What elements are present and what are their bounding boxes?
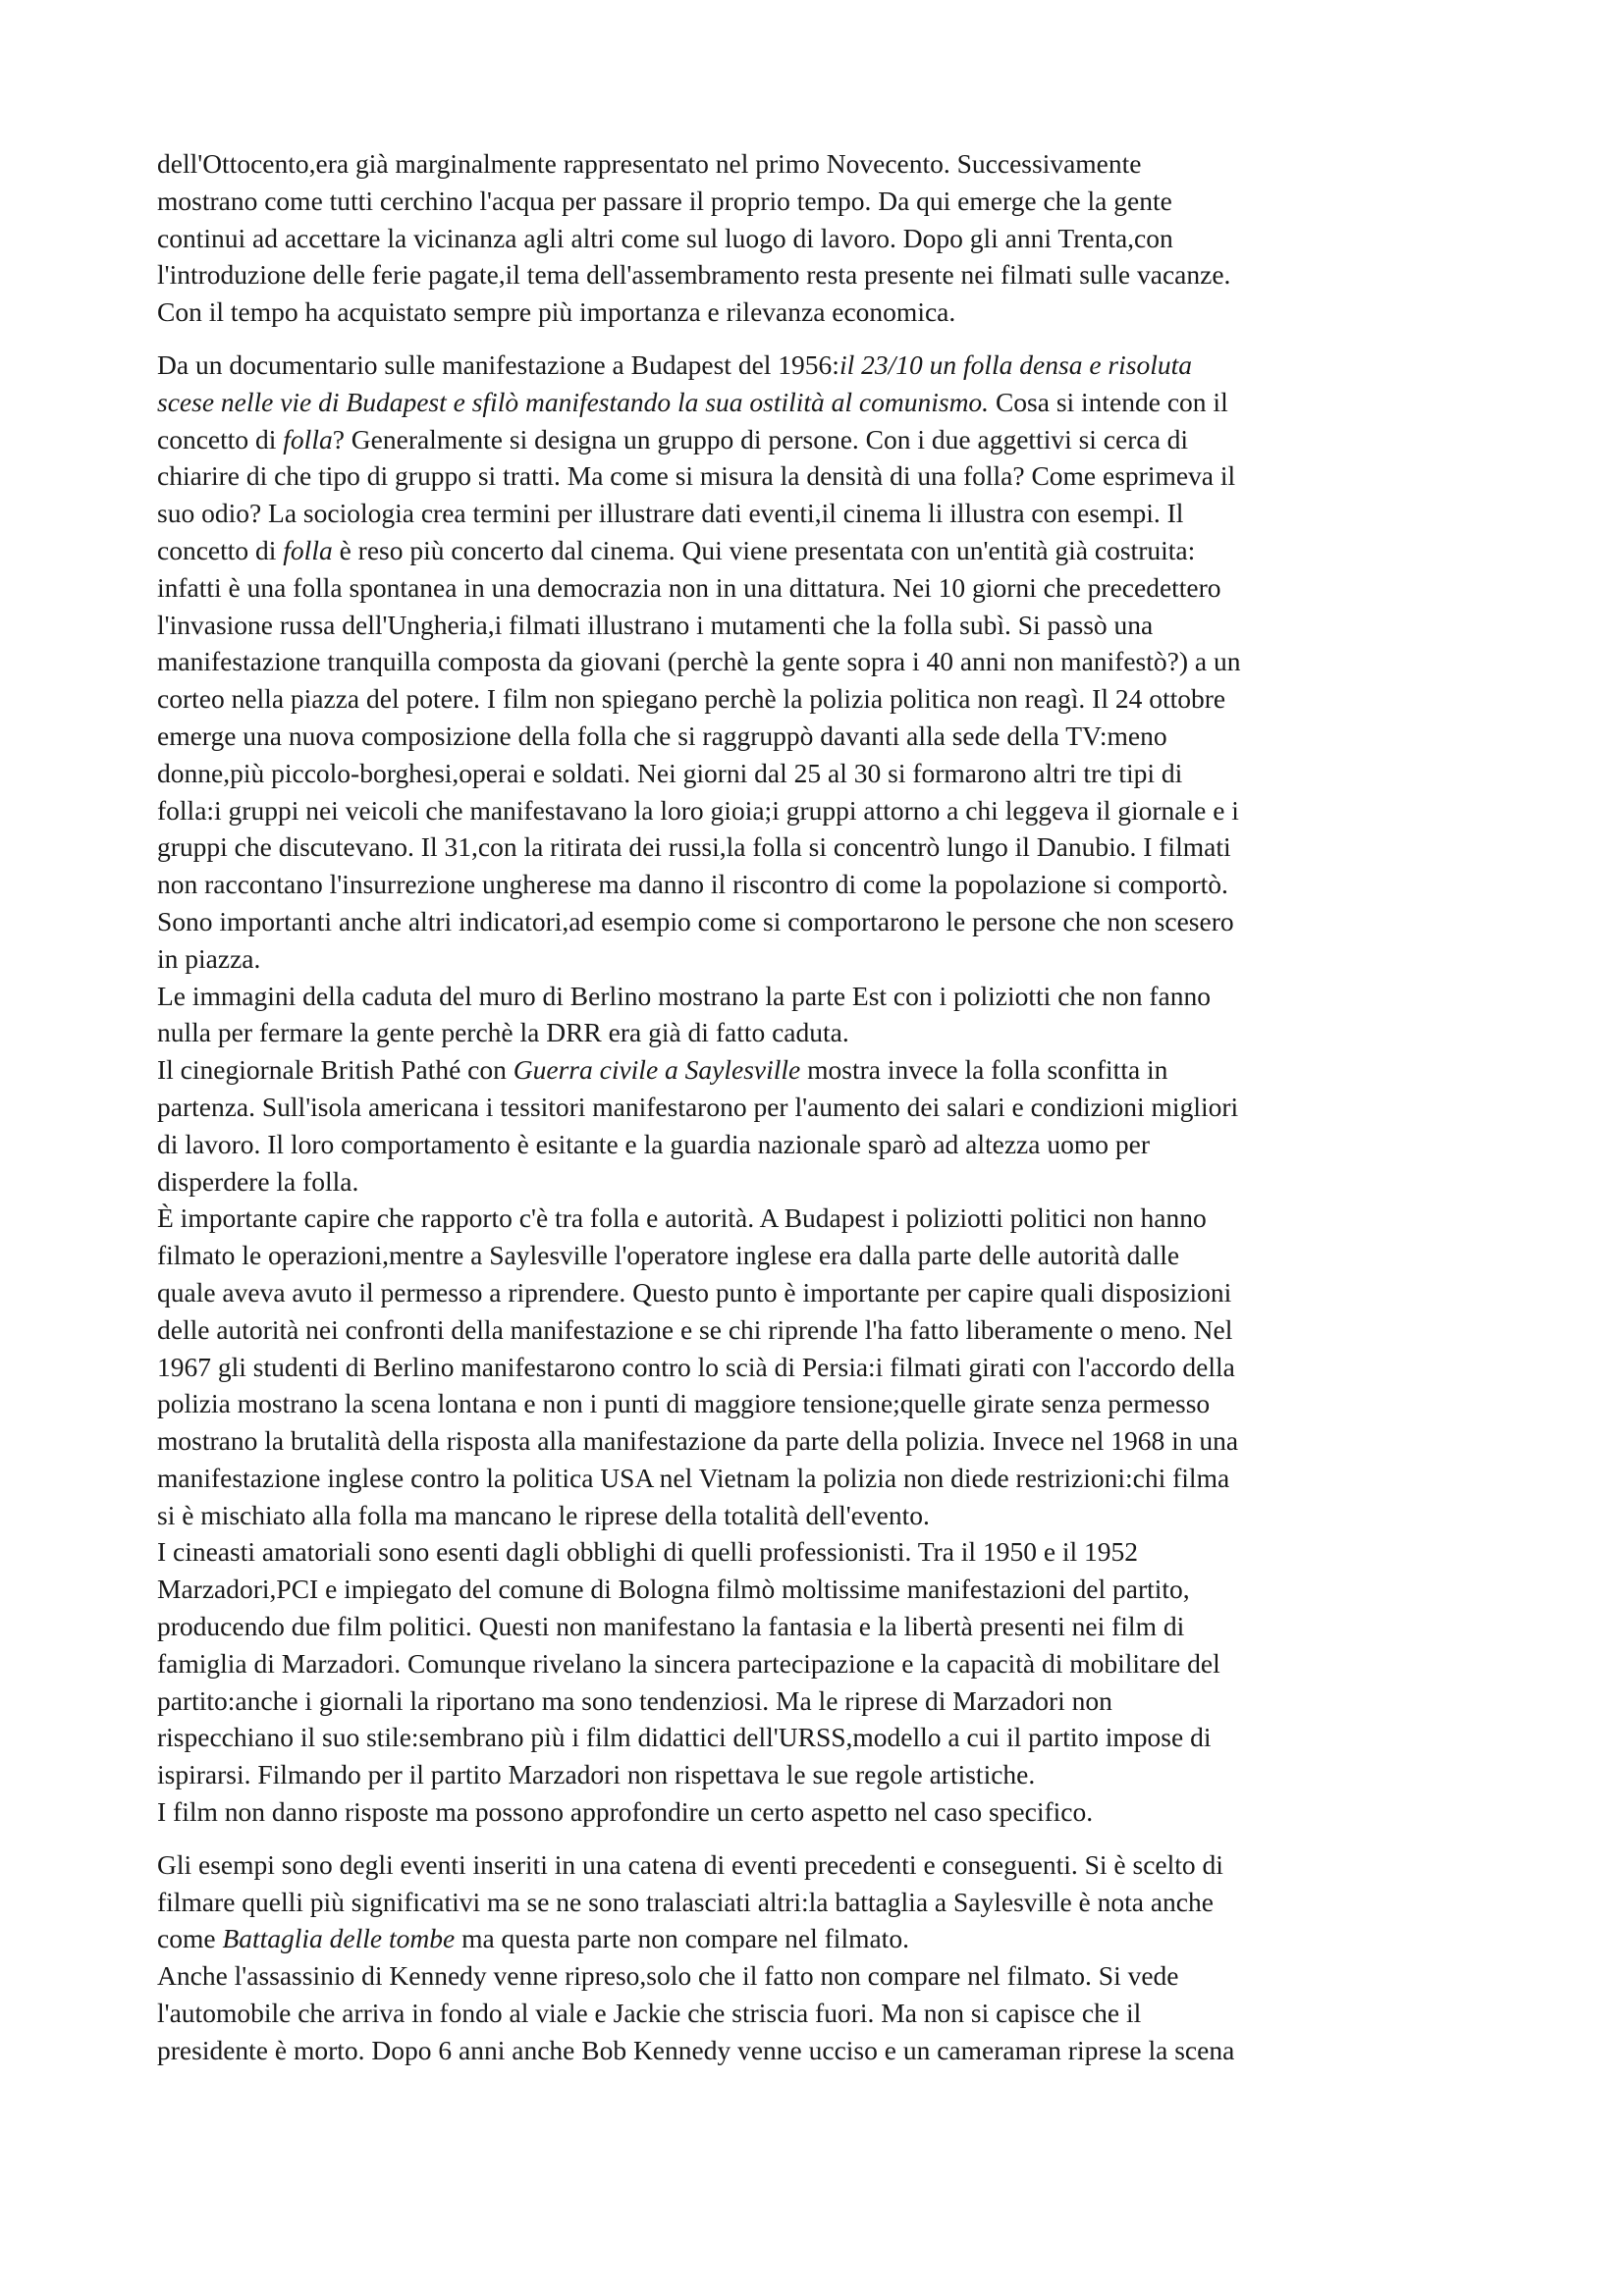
- text-run: filmato le operazioni,mentre a Saylesville l'operatore inglese era dalla parte delle autorità dalle: [157, 1240, 1180, 1271]
- text-line: [157, 569, 1473, 607]
- text-run: Con il tempo ha acquistato sempre più importanza e rilevanza economica.: [157, 296, 956, 328]
- text-line: [157, 1608, 1473, 1645]
- text-line: [157, 1645, 1473, 1682]
- text-run: è reso più concerto dal cinema. Qui viene presentata con un'entità già costruita:: [332, 534, 1196, 565]
- text-line: [157, 903, 1473, 940]
- italic-text: scese nelle vie di Budapest e sfilò manifestando la sua ostilità al comunismo.: [157, 386, 990, 417]
- text-line: [157, 1793, 1473, 1831]
- text-line: [157, 1846, 1473, 1884]
- text-run: mostrano la brutalità della risposta alla manifestazione da parte della polizia. Invece nel 1968 in una: [157, 1425, 1239, 1457]
- text-run: quale aveva avuto il permesso a riprendere. Questo punto è importante per capire quali disposizioni: [157, 1276, 1232, 1308]
- text-line: [157, 1163, 1473, 1201]
- text-run: chiarire di che tipo di gruppo si tratti. Ma come si misura la densità di una folla? Come esprimeva il: [157, 460, 1236, 492]
- text-run: corteo nella piazza del potere. I film non spiegano perchè la polizia politica non reagì. Il 24 ottobre: [157, 683, 1226, 715]
- text-line: [157, 347, 1473, 384]
- text-line: [157, 1957, 1473, 1995]
- text-run: l'automobile che arriva in fondo al viale e Jackie che striscia fuori. Ma non si capisce che il: [157, 1998, 1142, 2029]
- text-run: suo odio? La sociologia crea termini per illustrare dati eventi,il cinema li illustra con esempi. Il: [157, 498, 1184, 529]
- text-line: [157, 1884, 1473, 1921]
- text-line: [157, 1497, 1473, 1534]
- text-line: [157, 978, 1473, 1015]
- text-run: continui ad accettare la vicinanza agli altri come sul luogo di lavoro. Dopo gli anni Trenta,con: [157, 222, 1173, 253]
- text-run: rispecchiano il suo stile:sembrano più i film didattici dell'URSS,modello a cui il partito impose di: [157, 1722, 1212, 1753]
- text-run: Marzadori,PCI e impiegato del comune di Bologna filmò moltissime manifestazioni del partito,: [157, 1574, 1190, 1605]
- paragraph: [157, 145, 1473, 331]
- text-run: emerge una nuova composizione della folla che si raggruppò davanti alla sede della TV:meno: [157, 720, 1167, 751]
- text-run: 1967 gli studenti di Berlino manifestarono contro lo scià di Persia:i filmati girati con l'accordo della: [157, 1351, 1235, 1382]
- text-line: [157, 755, 1473, 792]
- text-run: Sono importanti anche altri indicatori,ad esempio come si comportarono le persone che non scesero: [157, 905, 1234, 936]
- text-run: infatti è una folla spontanea in una democrazia non in una dittatura. Nei 10 giorni che precedettero: [157, 571, 1221, 603]
- text-line: [157, 1682, 1473, 1720]
- text-run: in piazza.: [157, 942, 261, 974]
- text-line: [157, 1460, 1473, 1497]
- text-line: [157, 294, 1473, 331]
- text-line: [157, 828, 1473, 866]
- text-line: [157, 1756, 1473, 1793]
- italic-text: Battaglia delle tombe: [222, 1923, 456, 1954]
- text-line: [157, 1349, 1473, 1386]
- text-run: filmare quelli più significativi ma se ne sono tralasciati altri:la battaglia a Saylesville è nota anche: [157, 1886, 1214, 1917]
- text-run: l'introduzione delle ferie pagate,il tema dell'assembramento resta presente nei filmati sulle vacanze.: [157, 259, 1231, 291]
- text-line: [157, 2032, 1473, 2069]
- text-run: di lavoro. Il loro comportamento è esitante e la guardia nazionale sparò ad altezza uomo per: [157, 1128, 1150, 1159]
- text-line: [157, 792, 1473, 829]
- text-run: delle autorità nei confronti della manifestazione e se chi riprende l'ha fatto liberamente o meno. Nel: [157, 1313, 1233, 1345]
- text-line: [157, 495, 1473, 532]
- text-run: mostrano come tutti cerchino l'acqua per passare il proprio tempo. Da qui emerge che la gente: [157, 185, 1172, 216]
- text-line: [157, 1311, 1473, 1349]
- text-line: [157, 866, 1473, 903]
- text-run: ma questa parte non compare nel filmato.: [455, 1923, 909, 1954]
- italic-text: folla: [283, 423, 333, 454]
- text-run: folla:i gruppi nei veicoli che manifestavano la loro gioia;i gruppi attorno a chi leggeva il giornale e i: [157, 794, 1239, 826]
- text-run: polizia mostrano la scena lontana e non i punti di maggiore tensione;quelle girate senza permesso: [157, 1388, 1211, 1419]
- text-run: l'invasione russa dell'Ungheria,i filmati illustrano i mutamenti che la folla subì. Si passò una: [157, 609, 1154, 640]
- text-run: Anche l'assassinio di Kennedy venne ripreso,solo che il fatto non compare nel filmato. Si vede: [157, 1960, 1179, 1992]
- text-line: [157, 1422, 1473, 1460]
- text-line: [157, 1533, 1473, 1571]
- italic-text: folla: [283, 534, 333, 565]
- text-run: I film non danno risposte ma possono approfondire un certo aspetto nel caso specifico.: [157, 1796, 1094, 1828]
- text-line: [157, 532, 1473, 569]
- text-line: [157, 384, 1473, 421]
- text-run: I cineasti amatoriali sono esenti dagli obblighi di quelli professionisti. Tra il 1950 e il 1952: [157, 1536, 1139, 1568]
- text-run: gruppi che discutevano. Il 31,con la ritirata dei russi,la folla si concentrò lungo il Danubio. I filmati: [157, 831, 1231, 863]
- text-run: Da un documentario sulle manifestazione a Budapest del 1956:: [157, 348, 839, 380]
- text-line: [157, 256, 1473, 294]
- text-run: famiglia di Marzadori. Comunque rivelano la sincera partecipazione e la capacità di mobilitare del: [157, 1647, 1220, 1679]
- text-line: [157, 607, 1473, 644]
- text-run: partito:anche i giornali la riportano ma sono tendenziosi. Ma le riprese di Marzadori non: [157, 1684, 1112, 1716]
- text-run: mostra invece la folla sconfitta in: [800, 1054, 1168, 1086]
- document-page: [157, 145, 1473, 2069]
- paragraph: [157, 347, 1473, 1831]
- text-line: [157, 1089, 1473, 1126]
- text-line: [157, 680, 1473, 718]
- text-line: [157, 1014, 1473, 1051]
- text-run: partenza. Sull'isola americana i tessitori manifestarono per l'aumento dei salari e condizioni migliori: [157, 1091, 1239, 1122]
- text-line: [157, 1237, 1473, 1274]
- text-line: [157, 1995, 1473, 2032]
- text-run: non raccontano l'insurrezione ungherese ma danno il riscontro di come la popolazione si comportò.: [157, 869, 1228, 900]
- text-line: [157, 718, 1473, 755]
- text-run: concetto di: [157, 534, 284, 565]
- text-run: dell'Ottocento,era già marginalmente rappresentato nel primo Novecento. Successivamente: [157, 148, 1142, 179]
- text-run: Cosa si intende con il: [989, 386, 1228, 417]
- italic-text: il 23/10 un folla densa e risoluta: [839, 348, 1192, 380]
- text-run: presidente è morto. Dopo 6 anni anche Bob Kennedy venne ucciso e un cameraman riprese la scena: [157, 2034, 1235, 2065]
- text-run: manifestazione tranquilla composta da giovani (perchè la gente sopra i 40 anni non manifestò?) a un: [157, 646, 1241, 677]
- text-run: manifestazione inglese contro la politica USA nel Vietnam la polizia non diede restrizioni:chi filma: [157, 1462, 1230, 1493]
- text-line: [157, 643, 1473, 680]
- text-run: ? Generalmente si designa un gruppo di persone. Con i due aggettivi si cerca di: [332, 423, 1189, 454]
- text-line: [157, 457, 1473, 495]
- text-line: [157, 1051, 1473, 1089]
- text-line: [157, 183, 1473, 220]
- text-run: Gli esempi sono degli eventi inseriti in una catena di eventi precedenti e conseguenti. Si è scelto di: [157, 1848, 1223, 1880]
- text-run: producendo due film politici. Questi non manifestano la fantasia e la libertà presenti nei film di: [157, 1611, 1185, 1642]
- text-line: [157, 1126, 1473, 1163]
- text-line: [157, 145, 1473, 183]
- text-run: disperdere la folla.: [157, 1165, 359, 1197]
- text-line: [157, 1571, 1473, 1608]
- italic-text: Guerra civile a Saylesville: [513, 1054, 801, 1086]
- text-run: Il cinegiornale British Pathé con: [157, 1054, 514, 1086]
- text-line: [157, 421, 1473, 458]
- text-run: si è mischiato alla folla ma mancano le riprese della totalità dell'evento.: [157, 1499, 930, 1530]
- text-run: come: [157, 1923, 223, 1954]
- text-line: [157, 940, 1473, 978]
- text-line: [157, 1385, 1473, 1422]
- text-run: ispirarsi. Filmando per il partito Marzadori non rispettava le sue regole artistiche.: [157, 1759, 1036, 1790]
- paragraph: [157, 1846, 1473, 2069]
- text-line: [157, 220, 1473, 257]
- text-run: È importante capire che rapporto c'è tra folla e autorità. A Budapest i poliziotti politici non hanno: [157, 1202, 1207, 1234]
- text-run: Le immagini della caduta del muro di Berlino mostrano la parte Est con i poliziotti che non fanno: [157, 980, 1211, 1011]
- text-line: [157, 1200, 1473, 1237]
- text-line: [157, 1719, 1473, 1756]
- text-run: concetto di: [157, 423, 284, 454]
- text-line: [157, 1274, 1473, 1311]
- text-run: nulla per fermare la gente perchè la DRR era già di fatto caduta.: [157, 1017, 849, 1048]
- text-run: donne,più piccolo-borghesi,operai e soldati. Nei giorni dal 25 al 30 si formarono altri tre tipi di: [157, 757, 1183, 788]
- text-line: [157, 1920, 1473, 1957]
